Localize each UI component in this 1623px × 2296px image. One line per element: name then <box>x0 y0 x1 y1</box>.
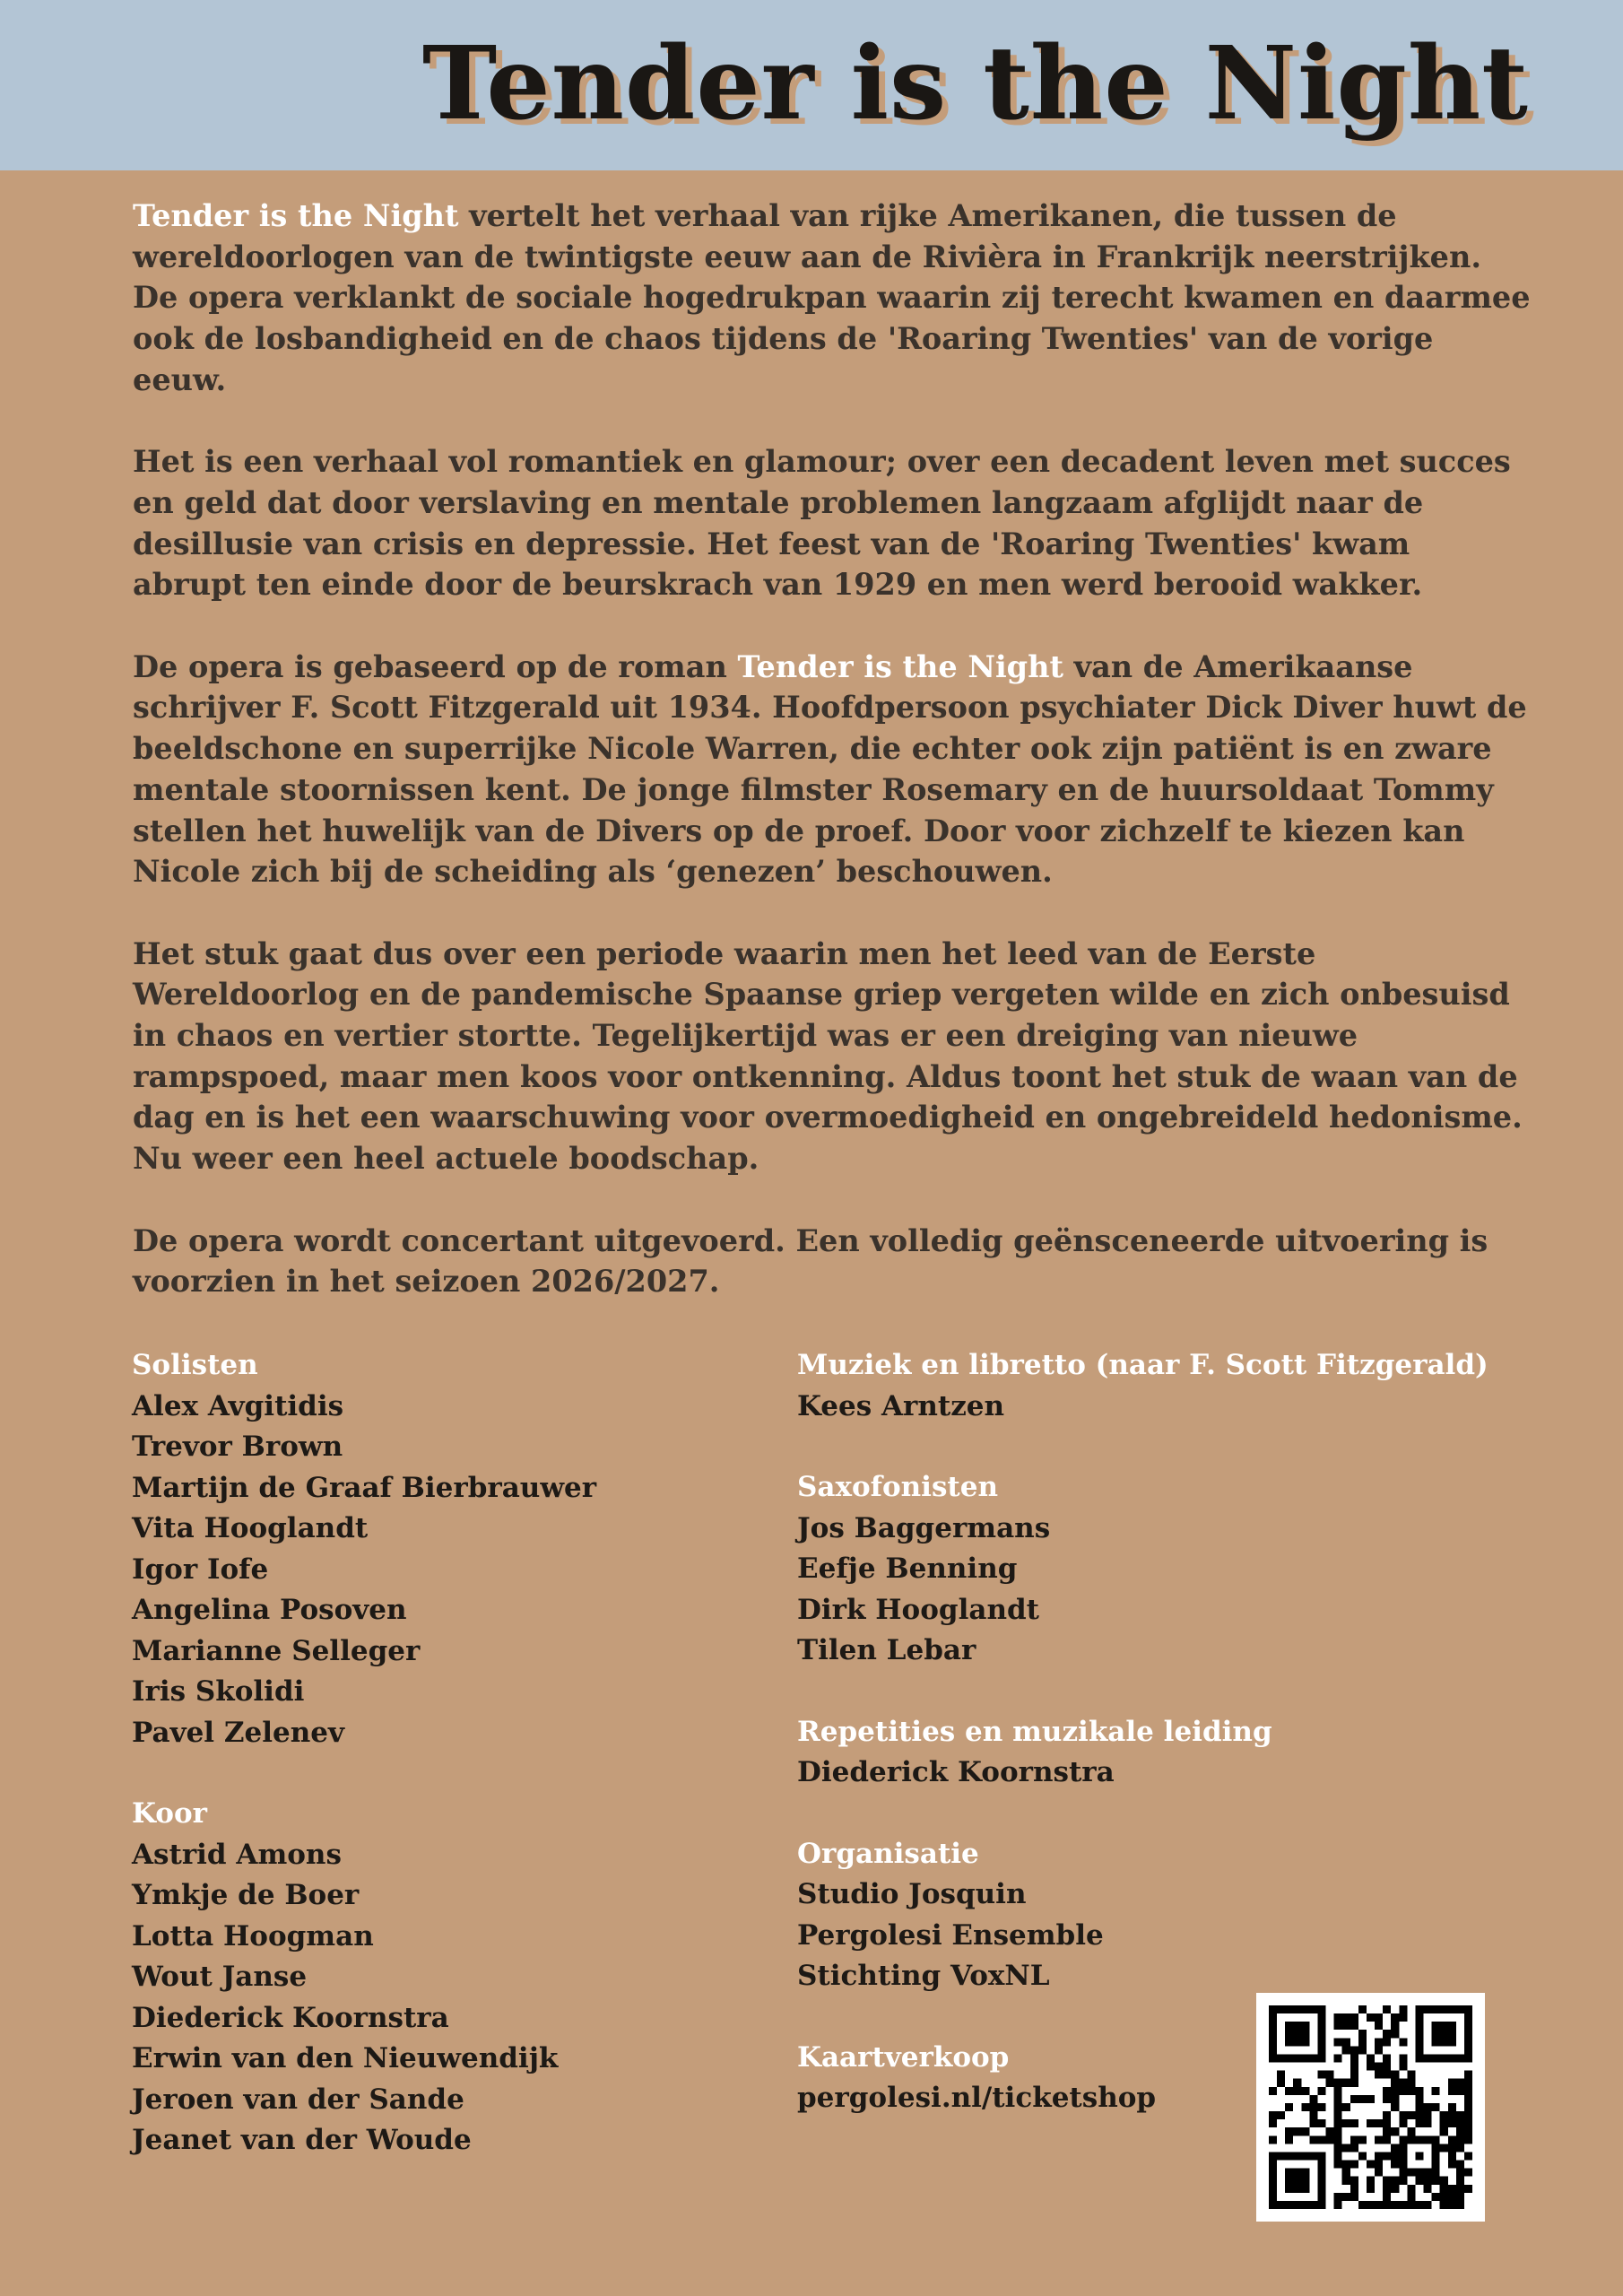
intro-paragraph-3 <box>133 647 1532 892</box>
page-title: Tender is the Night <box>421 25 1529 143</box>
credit-name: Jeroen van der Sande <box>132 2083 464 2116</box>
section-solisten <box>132 1345 759 1753</box>
credit-name: Martijn de Graaf Bierbrauwer <box>132 1471 597 1504</box>
intro-paragraph-5: De opera wordt concertant uitgevoerd. Een volledig geënsceneerde uitvoering is voorzien in het seizoen 2026/2027. <box>133 1222 1488 1300</box>
credit-name: Eefje Benning <box>797 1552 1018 1585</box>
credit-name: Alex Avgitidis <box>132 1389 344 1422</box>
credit-name: Wout Janse <box>132 1961 308 1993</box>
credit-name: Igor Iofe <box>132 1552 269 1586</box>
section-koor <box>132 1794 759 2161</box>
section-organisatie <box>797 1834 1515 1997</box>
qr-code-icon[interactable] <box>1256 1993 1485 2222</box>
title-highlight: Tender is the Night <box>133 198 459 233</box>
credit-name: Angelina Posoven <box>132 1594 407 1626</box>
intro-paragraph-1 <box>133 196 1532 401</box>
intro-text <box>133 196 1532 1344</box>
credit-name: Tilen Lebar <box>797 1634 976 1666</box>
credit-name: Diederick Koornstra <box>132 2001 449 2034</box>
credit-name: Iris Skolidi <box>132 1675 305 1708</box>
credit-name: Vita Hooglandt <box>132 1512 369 1544</box>
credit-name: Pavel Zelenev <box>132 1716 344 1749</box>
paragraph-text: vertelt het verhaal van rijke Amerikanen, die tussen de wereldoorlogen van de twintigste eeuw aan de Rivièra in Frankrijk neerstrijken. De opera verklankt de sociale hogedrukpan waarin zij terecht kwamen en daarmee ook de losbandigheid en de chaos tijdens de 'Roaring Twenties' van de vorige eeuw. <box>133 198 1531 397</box>
intro-paragraph-2: Het is een verhaal vol romantiek en glamour; over een decadent leven met succes en geld dat door verslaving en mentale problemen langzaam afglijdt naar de desillusie van crisis en depressie. Het feest van de 'Roaring Twenties' kwam abrupt ten einde door de beurskrach van 1929 en men werd berooid wakker. <box>133 444 1511 603</box>
section-muziek <box>797 1345 1515 1427</box>
section-saxofonisten <box>797 1467 1515 1672</box>
credit-name: Astrid Amons <box>132 1838 342 1871</box>
credit-name: Marianne Selleger <box>132 1634 421 1667</box>
ticketshop-link[interactable]: pergolesi.nl/ticketshop <box>797 2082 1157 2114</box>
credit-name: Stichting VoxNL <box>797 1960 1050 1992</box>
header-banner <box>0 0 1623 170</box>
section-title: Koor <box>132 1797 207 1830</box>
section-title: Repetities en muzikale leiding <box>797 1715 1272 1748</box>
section-title: Organisatie <box>797 1837 979 1870</box>
paragraph-text: van de Amerikaanse schrijver F. Scott Fitzgerald uit 1934. Hoofdpersoon psychiater Dick Diver huwt de beeldschone en superrijke Nicole Warren, die echter ook zijn patiënt is en zware mentale stoornissen kent. De jonge filmster Rosemary en de huursoldaat Tommy stellen het huwelijk van de Divers op de proef. Door voor zichzelf te kiezen kan Nicole zich bij de scheiding als ‘genezen’ beschouwen. <box>133 648 1527 890</box>
credit-name: Ymkje de Boer <box>132 1879 360 1911</box>
section-repetities <box>797 1712 1515 1794</box>
credit-name: Trevor Brown <box>132 1431 343 1463</box>
credits-left-column <box>132 1345 759 2202</box>
credit-name: Lotta Hoogman <box>132 1919 374 1952</box>
credit-name: Jeanet van der Woude <box>132 2124 472 2156</box>
section-title: Solisten <box>132 1349 258 1381</box>
credit-name: Jos Baggermans <box>797 1511 1051 1544</box>
credit-name: Diederick Koornstra <box>797 1756 1115 1788</box>
title-highlight: Tender is the Night <box>737 648 1063 684</box>
credit-name: Erwin van den Nieuwendijk <box>132 2042 559 2074</box>
qr-code-graphic <box>1269 2005 1472 2209</box>
paragraph-text: De opera is gebaseerd op de roman <box>133 648 738 684</box>
section-title: Saxofonisten <box>797 1471 998 1503</box>
credit-name: Studio Josquin <box>797 1878 1027 1910</box>
section-title: Muziek en libretto (naar F. Scott Fitzgerald) <box>797 1349 1488 1381</box>
section-title: Kaartverkoop <box>797 2040 1010 2074</box>
credit-name: Pergolesi Ensemble <box>797 1918 1104 1952</box>
credit-name: Dirk Hooglandt <box>797 1593 1039 1626</box>
credit-name: Kees Arntzen <box>797 1389 1005 1422</box>
intro-paragraph-4: Het stuk gaat dus over een periode waarin men het leed van de Eerste Wereldoorlog en de pandemische Spaanse griep vergeten wilde en zich onbesuisd in chaos en vertier stortte. Tegelijkertijd was er een dreiging van nieuwe rampspoed, maar men koos voor ontkenning. Aldus toont het stuk de waan van de dag en is het een waarschuwing voor overmoedigheid en ongebreideld hedonisme. Nu weer een heel actuele boodschap. <box>133 935 1523 1177</box>
